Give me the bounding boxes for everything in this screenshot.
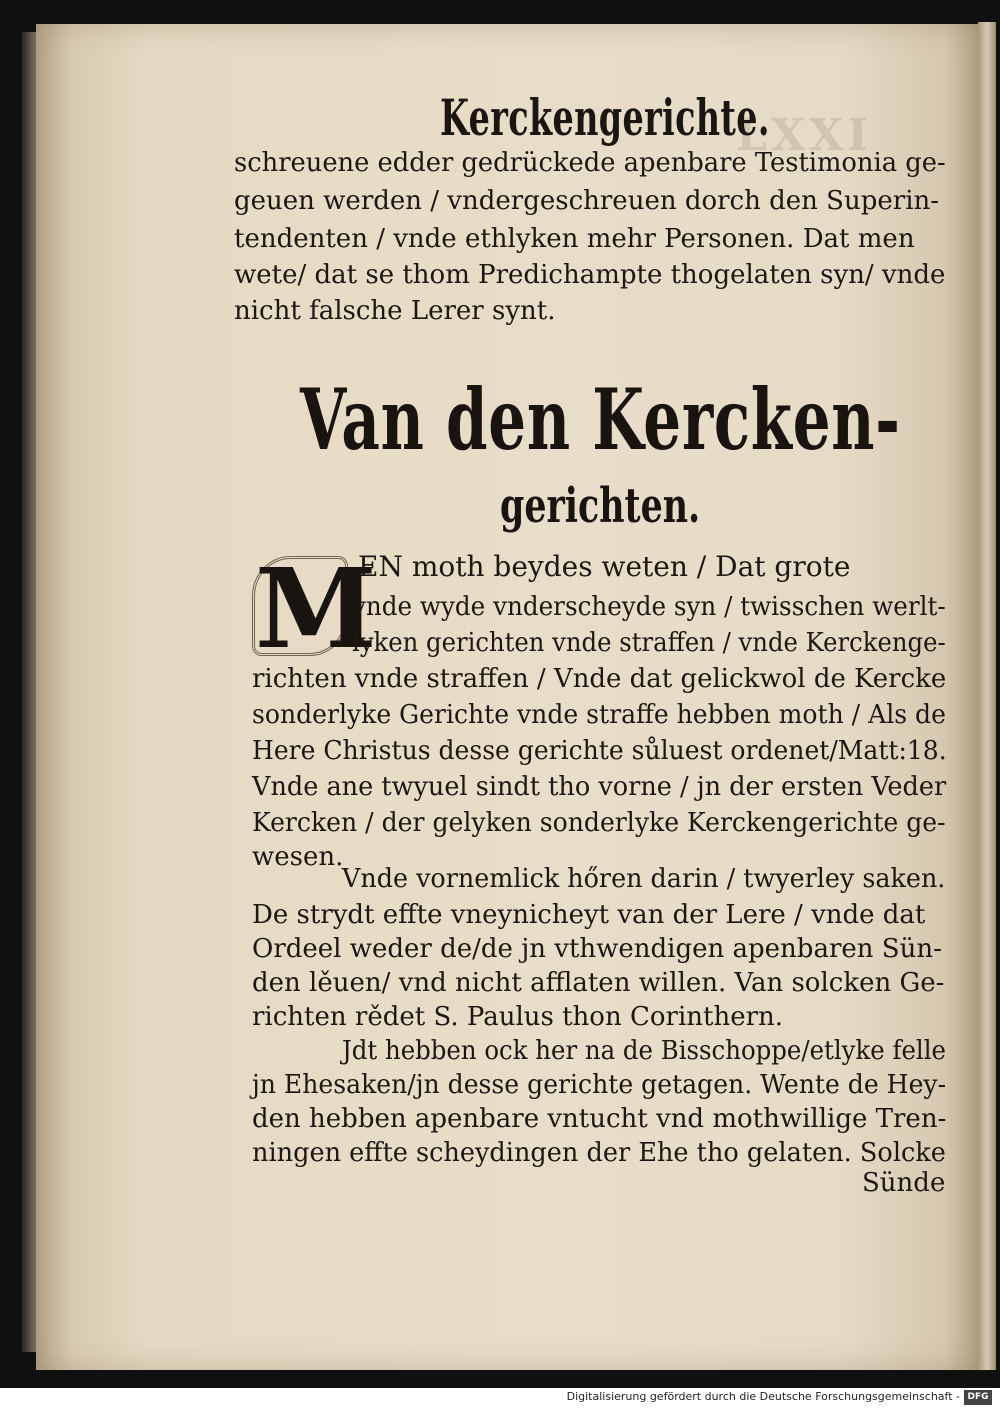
funding-notice: Digitalisierung gefördert durch die Deutsche Forschungsgemeinschaft - (566, 1390, 960, 1403)
text-line: Ordeel weder de/de jn vthwendigen apenbaren Sün- (252, 934, 942, 964)
section-title: Van den Kercken- (300, 370, 901, 469)
text-line: den hebben apenbare vntucht vnd mothwillige Tren- (252, 1104, 947, 1134)
text-line: Vnde ane twyuel sindt tho vorne / jn der ersten Veder (252, 772, 947, 802)
text-line: EN moth beydes weten / Dat grote (358, 550, 851, 583)
text-line: schreuene edder gedrückede apenbare Testimonia ge- (234, 148, 946, 178)
text-line: Kercken / der gelyken sonderlyke Kerckengerichte ge- (252, 808, 946, 838)
decorated-initial: M (252, 556, 348, 656)
text-line: sonderlyke Gerichte vnde straffe hebben moth / Als de (252, 700, 946, 730)
footer-bar (0, 1388, 1000, 1408)
text-line: ningen effte scheydingen der Ehe tho gelaten. Solcke (252, 1138, 946, 1168)
text-line: nicht falsche Lerer synt. (234, 296, 556, 326)
page-fore-edge (978, 22, 996, 1370)
catchword: Sünde (862, 1168, 946, 1198)
text-line: jn Ehesaken/jn desse gerichte getagen. Wente de Hey- (252, 1070, 947, 1100)
dfg-logo: DFG (964, 1390, 992, 1405)
text-line: wesen. (252, 842, 344, 872)
text-line: vnde wyde vnderscheyde syn / twisschen werlt- (352, 592, 946, 622)
text-line: richten rědet S. Paulus thon Corinthern. (252, 1002, 784, 1032)
text-line: richten vnde straffen / Vnde dat gelickwol de Kercke (252, 664, 947, 694)
text-line: tendenten / vnde ethlyken mehr Personen. Dat men (234, 224, 915, 254)
text-line: Jdt hebben ock her na de Bisschoppe/etlyke felle (342, 1036, 946, 1066)
section-title-continued: gerichten. (500, 478, 701, 534)
text-line: den lěuen/ vnd nicht afflaten willen. Van solcken Ge- (252, 968, 945, 998)
show-through-header: LXXI (736, 110, 872, 161)
text-line: Vnde vornemlick hőren darin / twyerley saken. (342, 864, 946, 894)
text-line: De strydt effte vneynicheyt van der Lere / vnde dat (252, 900, 926, 930)
running-head: Kerckengerichte. (440, 88, 770, 147)
text-line: lyken gerichten vnde straffen / vnde Kerckenge- (352, 628, 946, 658)
text-line: wete/ dat se thom Predichampte thogelaten syn/ vnde (234, 260, 946, 290)
text-line: Here Christus desse gerichte sůluest ordenet/Matt:18. (252, 736, 947, 766)
text-line: geuen werden / vndergeschreuen dorch den Superin- (234, 186, 940, 216)
